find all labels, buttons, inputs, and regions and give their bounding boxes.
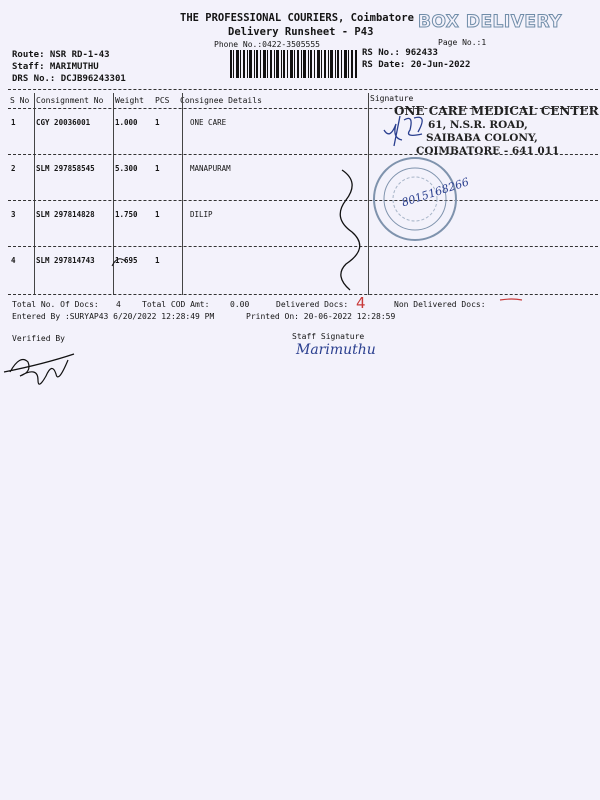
delivered-docs-handwritten: 4 bbox=[356, 294, 366, 312]
route: Route: NSR RD-1-43 bbox=[12, 50, 110, 60]
row-sno: 2 bbox=[11, 164, 16, 173]
total-cod-label: Total COD Amt: bbox=[142, 300, 210, 309]
col-header-weight: Weight bbox=[115, 96, 144, 105]
stamp-address-line: SAIBABA COLONY, bbox=[426, 132, 538, 144]
non-delivered-docs-label: Non Delivered Docs: bbox=[394, 300, 486, 309]
drs-number: DRS No.: DCJB96243301 bbox=[12, 74, 126, 84]
row-consignee: DILIP bbox=[190, 210, 213, 219]
row-weight: 1.695 bbox=[115, 256, 138, 265]
entered-by: Entered By :SURYAP43 6/20/2022 12:28:49 PM bbox=[12, 312, 215, 321]
staff-signature-label: Staff Signature bbox=[292, 332, 365, 341]
stamp-address-line: COIMBATORE - 641 011 bbox=[416, 145, 560, 157]
row1-signature bbox=[384, 116, 422, 146]
row-weight: 1.750 bbox=[115, 210, 138, 219]
col-header-consignment: Consignment No bbox=[36, 96, 104, 105]
col-header-sno: S No bbox=[10, 96, 30, 105]
col-header-consignee: Consignee Details bbox=[180, 96, 262, 105]
printed-on: Printed On: 20-06-2022 12:28:59 bbox=[246, 312, 396, 321]
row-weight: 1.000 bbox=[115, 118, 138, 127]
rs-date: RS Date: 20-Jun-2022 bbox=[362, 60, 471, 70]
row-sno: 3 bbox=[11, 210, 16, 219]
col-header-pcs: PCS bbox=[155, 96, 170, 105]
weight-mark bbox=[112, 259, 126, 266]
rs-number: RS No.: 962433 bbox=[362, 48, 438, 58]
phone-number: Phone No.:0422-3505555 bbox=[214, 40, 320, 49]
total-cod-value: 0.00 bbox=[230, 300, 250, 309]
box-delivery-stamp: BOX DELIVERY bbox=[418, 12, 562, 32]
verified-by-label: Verified By bbox=[12, 334, 65, 343]
delivered-docs-label: Delivered Docs: bbox=[276, 300, 349, 309]
row-consignment: SLM 297858545 bbox=[36, 164, 95, 173]
verified-by-signature bbox=[4, 354, 74, 384]
brace-mark bbox=[340, 170, 359, 290]
company-title: THE PROFESSIONAL COURIERS, Coimbatore bbox=[180, 12, 414, 24]
row-pcs: 1 bbox=[155, 118, 160, 127]
row-weight: 5.300 bbox=[115, 164, 138, 173]
runsheet-subtitle: Delivery Runsheet - P43 bbox=[228, 26, 374, 38]
row-consignment: SLM 297814828 bbox=[36, 210, 95, 219]
staff: Staff: MARIMUTHU bbox=[12, 62, 99, 72]
row-pcs: 1 bbox=[155, 164, 160, 173]
stamp-address-line: 61, N.S.R. ROAD, bbox=[428, 119, 528, 131]
row-consignee: ONE CARE bbox=[190, 118, 227, 127]
total-docs-label: Total No. Of Docs: bbox=[12, 300, 99, 309]
row-sno: 4 bbox=[11, 256, 16, 265]
row-pcs: 1 bbox=[155, 256, 160, 265]
col-header-signature: Signature bbox=[370, 94, 414, 103]
row-pcs: 1 bbox=[155, 210, 160, 219]
stamp-name: ONE CARE MEDICAL CENTER bbox=[394, 104, 599, 118]
non-delivered-mark bbox=[500, 299, 522, 300]
row-consignee: MANAPURAM bbox=[190, 164, 231, 173]
row-sno: 1 bbox=[11, 118, 16, 127]
row-consignment: SLM 297814743 bbox=[36, 256, 95, 265]
staff-handwritten-signature: Marimuthu bbox=[296, 342, 376, 358]
page-number: Page No.:1 bbox=[438, 38, 487, 47]
row-consignment: CGY 20036001 bbox=[36, 118, 91, 127]
total-docs-value: 4 bbox=[116, 300, 121, 309]
row2-handwritten-phone: 8015168266 bbox=[400, 175, 471, 210]
